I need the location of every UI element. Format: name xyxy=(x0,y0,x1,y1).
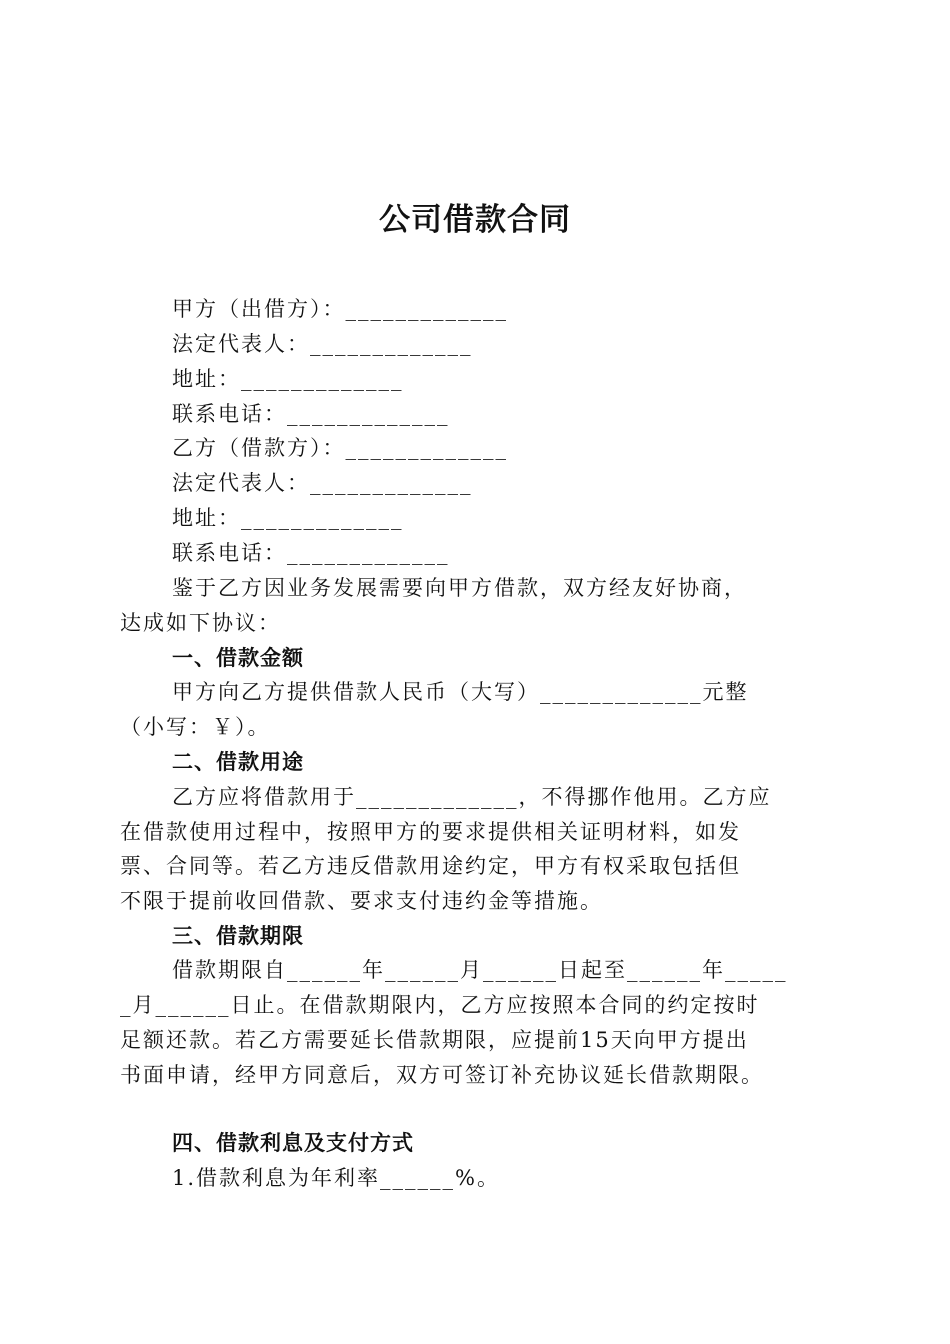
section-body-line: 足额还款。若乙方需要延长借款期限，应提前15天向甲方提出 xyxy=(120,1028,749,1052)
section-body-line: 乙方应将借款用于_____________，不得挪作他用。乙方应 xyxy=(172,785,772,809)
section-body-line: 借款期限自______年______月______日起至______年_____ xyxy=(172,958,788,982)
preamble-line: 鉴于乙方因业务发展需要向甲方借款，双方经友好协商， xyxy=(172,576,747,600)
party-b-name-line: 乙方（借款方）：_____________ xyxy=(172,436,508,460)
section-body-line: 在借款使用过程中，按照甲方的要求提供相关证明材料，如发 xyxy=(120,820,741,844)
party-b-address-line: 地址：_____________ xyxy=(172,506,404,530)
party-a-phone-line: 联系电话：_____________ xyxy=(172,402,450,426)
section-heading-amount: 一、借款金额 xyxy=(172,646,304,670)
section-heading-term: 三、借款期限 xyxy=(172,924,304,948)
section-body-line: 甲方向乙方提供借款人民币（大写）_____________元整 xyxy=(172,680,749,704)
section-body-line: 1.借款利息为年利率______%。 xyxy=(172,1166,500,1190)
party-a-representative-line: 法定代表人：_____________ xyxy=(172,332,473,356)
party-b-phone-line: 联系电话：_____________ xyxy=(172,541,450,565)
section-body-line: 票、合同等。若乙方违反借款用途约定，甲方有权采取包括但 xyxy=(120,854,741,878)
document-title: 公司借款合同 xyxy=(379,202,571,238)
section-body-line: （小写：￥）。 xyxy=(120,715,271,739)
section-heading-purpose: 二、借款用途 xyxy=(172,750,304,774)
section-heading-interest: 四、借款利息及支付方式 xyxy=(172,1131,414,1155)
party-a-address-line: 地址：_____________ xyxy=(172,367,404,391)
section-body-line: _月______日止。在借款期限内，乙方应按照本合同的约定按时 xyxy=(120,993,760,1017)
party-b-representative-line: 法定代表人：_____________ xyxy=(172,471,473,495)
section-body-line: 不限于提前收回借款、要求支付违约金等措施。 xyxy=(120,889,603,913)
preamble-line: 达成如下协议： xyxy=(120,611,281,635)
section-body-line: 书面申请，经甲方同意后，双方可签订补充协议延长借款期限。 xyxy=(120,1063,764,1087)
party-a-name-line: 甲方（出借方）：_____________ xyxy=(172,297,508,321)
